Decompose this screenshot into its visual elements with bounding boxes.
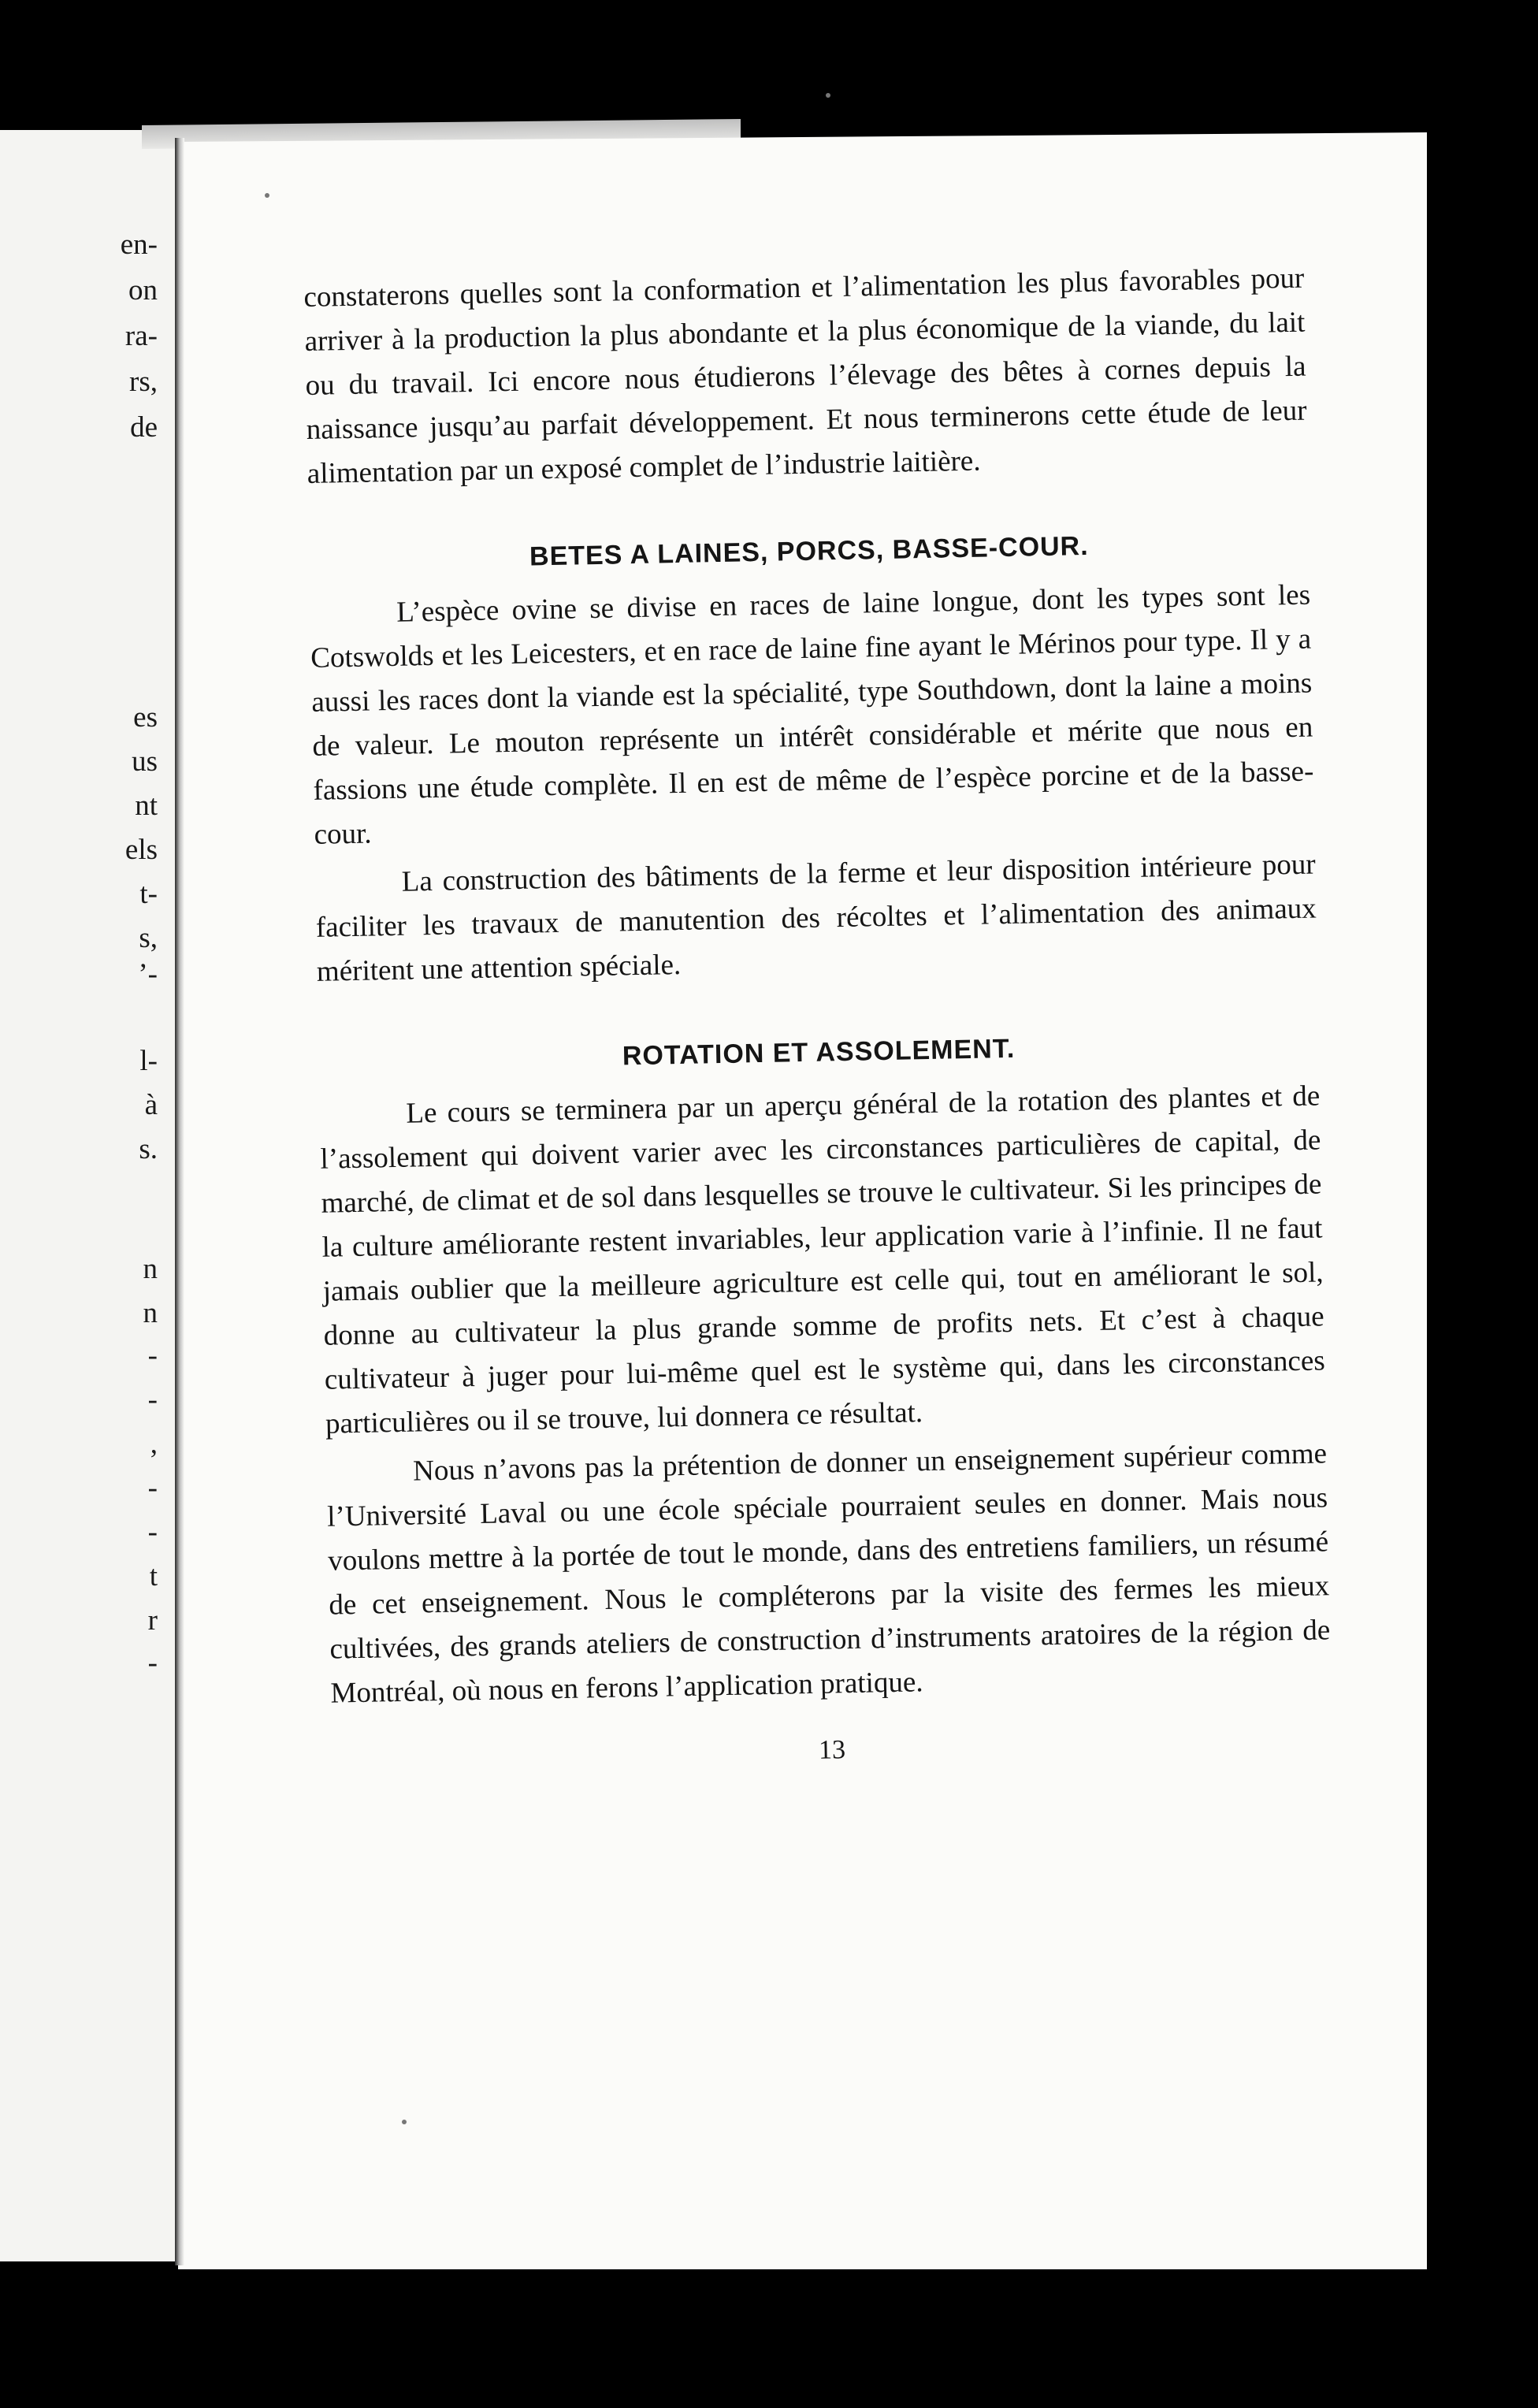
book-spine-shadow xyxy=(175,138,184,2265)
fragment: en- xyxy=(120,229,158,261)
paragraph: L’espèce ovine se divise en races de laine longue, dont les types sont les Cotswolds et les Leicesters, et en race de laine fine ayant le Mérinos pour type. Il y a aussi les races dont la viande est la spécialité, type Southdown, dont la laine a moins de valeur. Le mouton représente un intérêt considérable et mérite que nous en fassions une étude complète. Il en est de même de l’espèce porcine et de la basse-cour. xyxy=(310,578,1314,851)
page-number: 13 xyxy=(818,1735,846,1765)
fragment: - xyxy=(147,1472,158,1504)
fragment: l- xyxy=(139,1045,158,1077)
fragment: n xyxy=(143,1253,158,1285)
paper-speck xyxy=(265,193,269,198)
fragment: s, xyxy=(139,922,158,954)
fragment: - xyxy=(147,1384,158,1416)
fragment: t- xyxy=(139,878,158,910)
paragraph: Le cours se terminera par un aperçu général de la rotation des plantes et de l’assolement qui doivent varier avec les circonstances particulières de capital, de marché, de climat et de sol dans lesquelles se trouve le cultivateur. Si les principes de la culture améliorante restent invariables, leur application varie à l’infinie. Il ne faut jamais oublier que la meilleure agriculture est celle qui, tout en améliorant le sol, donne au cultivateur la plus grande somme de profits nets. Et c’est à chaque cultivateur à juger pour lui-même quel est le système qui, dans les circonstances particulières ou il se trouve, lui donnera ce résultat. xyxy=(320,1080,1326,1440)
fragment: - xyxy=(147,1340,158,1372)
fragment: s. xyxy=(139,1133,158,1165)
section-heading: BETES A LAINES, PORCS, BASSE-COUR. xyxy=(529,530,1089,572)
fragment: r xyxy=(147,1604,158,1637)
fragment: à xyxy=(144,1089,158,1121)
fragment: - xyxy=(147,1647,158,1679)
fragment: - xyxy=(147,1516,158,1548)
fragment: us xyxy=(132,745,158,778)
fragment: ’- xyxy=(138,958,158,990)
fragment: , xyxy=(150,1428,158,1460)
paragraph: La construction des bâtiments de la ferme et leur disposition intérieure pour faciliter les travaux de manutention des récoltes et l’alimentation des animaux méritent une attention spéciale. xyxy=(315,848,1317,988)
fragment: els xyxy=(124,834,158,866)
fragment: es xyxy=(133,701,158,734)
page-content xyxy=(303,257,1333,1809)
facing-page-edge xyxy=(0,130,178,2261)
fragment: nt xyxy=(135,790,158,822)
fragment: ra- xyxy=(124,320,158,352)
paragraph: constaterons quelles sont la conformation et l’alimentation les plus favorables pour arriver à la production la plus abondante et la plus économique de la viande, du lait ou du travail. Ici encore nous étudierons l’élevage des bêtes à cornes depuis la naissance jusqu’au parfait développement. Et nous terminerons cette étude de leur alimentation par un exposé complet de l’industrie laitière. xyxy=(303,262,1307,490)
paragraph: Nous n’avons pas la prétention de donner un enseignement supérieur comme l’Université Laval ou une école spéciale pourraient seules en donner. Mais nous voulons mettre à la portée de tout le monde, dans des entretiens familiers, un résumé de cet enseignement. Nous le compléterons par la visite des fermes les mieux cultivées, des grands ateliers de construction d’instruments aratoires de la région de Montréal, où nous en ferons l’application pratique. xyxy=(326,1437,1331,1710)
paper-speck xyxy=(826,93,830,98)
section-heading: ROTATION ET ASSOLEMENT. xyxy=(622,1033,1016,1072)
paper-speck xyxy=(402,2120,407,2124)
fragment: n xyxy=(143,1297,158,1329)
fragment: de xyxy=(130,411,158,444)
fragment: on xyxy=(128,274,158,307)
fragment: t xyxy=(149,1560,158,1592)
fragment: rs, xyxy=(129,366,158,398)
